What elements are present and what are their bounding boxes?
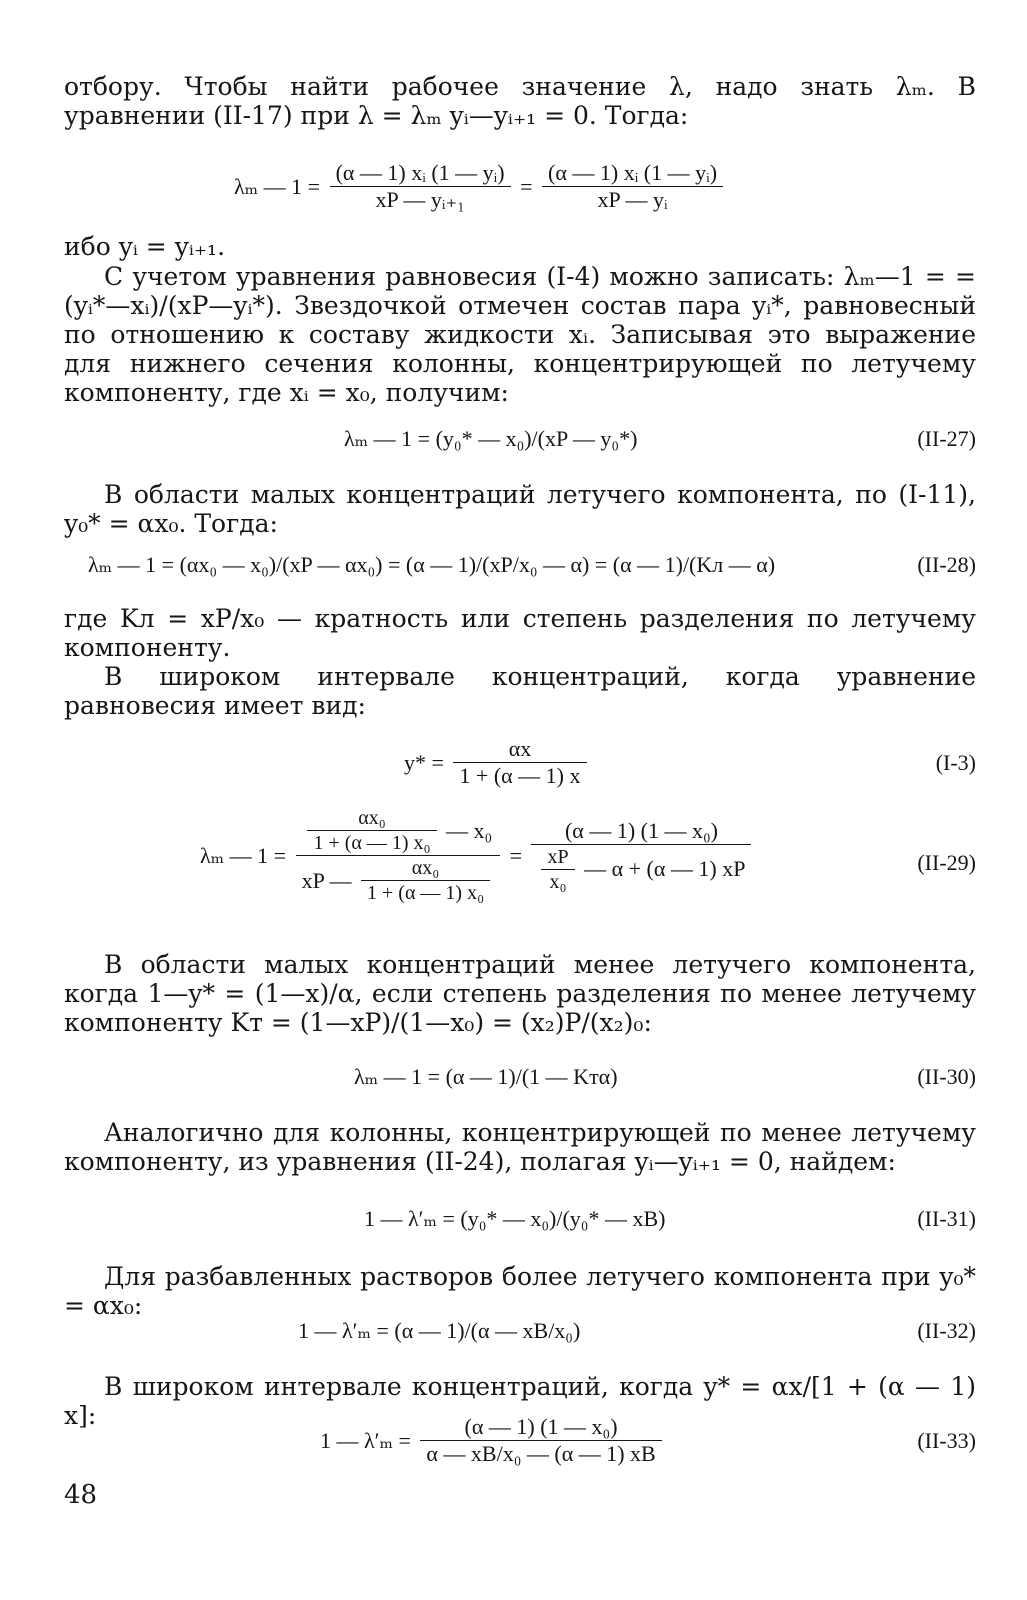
inner-b-numerator: αx₀ [411, 857, 440, 879]
equation-lambda-m [64, 160, 976, 220]
equation-I-3-lhs: y* = [404, 749, 444, 775]
equation-II-29-right-denominator [531, 844, 751, 894]
xp-numerator: xP [547, 845, 569, 868]
equation-II-29-xp-over-x0 [541, 845, 574, 894]
paragraph-9: Для разбавленных растворов более летучего компонента при y₀* = αx₀: [64, 1262, 976, 1320]
equation-II-27-number: (II-27) [917, 426, 976, 451]
paragraph-10: В широком интервале концентраций, когда y* = αx/[1 + (α — 1) x]: [64, 1372, 976, 1430]
equation-II-33-denominator: α — xB/x₀ — (α — 1) xB [420, 1440, 661, 1467]
equation-I-3 [64, 736, 976, 796]
eq-fraction-1 [330, 160, 511, 213]
equation-II-28-body: λₘ — 1 = (αx₀ — x₀)/(xP — αx₀) = (α — 1)/(xP/x₀ — α) = (α — 1)/(Kл — α) [88, 552, 776, 577]
equation-II-29-equals: = [509, 842, 522, 868]
paragraph-3: С учетом уравнения равновесия (I-4) можно записать: λₘ—1 = = (yᵢ*—xᵢ)/(xP—yᵢ*). Звездочкой отмечен состав пара yᵢ*, равновесный по отношению к составу жидкости xᵢ. Записывая это выражение для нижнего сечения колонны, концентрирующей по летучему компоненту, где xᵢ = x₀, получим: [64, 262, 976, 407]
equation-II-29-right-numerator: (α — 1) (1 — x₀) [564, 817, 718, 843]
eq-fraction-2-denominator: xP — yᵢ [542, 186, 723, 213]
paragraph-2: ибо yᵢ = yᵢ₊₁. [64, 232, 226, 261]
paragraph-7: В области малых концентраций менее летучего компонента, когда 1—y* = (1—x)/α, если степень разделения по менее летучему компоненту Kт = (1—xP)/(1—x₀) = (x₂)P/(x₂)₀: [64, 950, 976, 1037]
equation-II-30-body: λₘ — 1 = (α — 1)/(1 — Kтα) [354, 1064, 618, 1089]
equation-II-31 [64, 1206, 976, 1236]
equation-II-32 [64, 1318, 976, 1348]
equation-II-29-left-numerator [296, 806, 500, 855]
equation-II-30-number: (II-30) [917, 1064, 976, 1089]
eq-fraction-2 [542, 160, 723, 213]
equation-I-3-numerator: αx [508, 736, 532, 761]
inner-a-denominator: 1 + (α — 1) x₀ [307, 830, 436, 855]
equation-II-33-fraction [420, 1414, 661, 1467]
equation-II-29-left-fraction [296, 806, 500, 905]
equation-II-29-right-fraction [531, 818, 751, 894]
equation-II-29-left-denominator [296, 855, 500, 905]
equation-II-33 [64, 1414, 976, 1474]
equation-I-3-denominator: 1 + (α — 1) x [453, 762, 586, 789]
paragraph-8: Аналогично для колонны, концентрирующей по менее летучему компоненту, из уравнения (II-24), полагая yᵢ—yᵢ₊₁ = 0, найдем: [64, 1118, 976, 1176]
equation-II-32-body: 1 — λ′ₘ = (α — 1)/(α — xB/x₀) [298, 1318, 581, 1343]
equation-II-29-number: (II-29) [917, 850, 976, 875]
equation-I-3-fraction [453, 736, 586, 789]
paragraph-1: отбору. Чтобы найти рабочее значение λ, надо знать λₘ. В уравнении (II-17) при λ = λₘ yᵢ—yᵢ₊₁ = 0. Тогда: [64, 72, 976, 130]
equation-II-27 [64, 426, 976, 456]
paragraph-5: где Kл = xP/x₀ — кратность или степень разделения по летучему компоненту. [64, 604, 976, 662]
equation-II-27-body: λₘ — 1 = (y₀* — x₀)/(xP — y₀*) [344, 426, 638, 451]
x0-denominator: x₀ [541, 869, 574, 894]
equation-I-3-number: (I-3) [935, 750, 976, 775]
eq-fraction-1-denominator: xP — yᵢ₊₁ [330, 186, 511, 213]
inner-b-denominator: 1 + (α — 1) x₀ [361, 880, 490, 905]
equation-II-33-number: (II-33) [917, 1428, 976, 1453]
inner-a-numerator: αx₀ [358, 807, 386, 829]
equation-II-29-tail: — α + (α — 1) xP [584, 856, 746, 881]
equation-II-33-lhs: 1 — λ′ₘ = [320, 1427, 411, 1453]
equation-II-28 [64, 552, 976, 582]
equation-II-32-number: (II-32) [917, 1318, 976, 1343]
inner-a-minus-x0: — x₀ [446, 817, 493, 843]
equation-II-28-number: (II-28) [917, 552, 976, 577]
page-number: 48 [64, 1480, 98, 1510]
equation-II-30 [64, 1064, 976, 1094]
equation-II-29-inner-fraction-a [307, 806, 436, 855]
paragraph-4: В области малых концентраций летучего компонента, по (I-11), y₀* = αx₀. Тогда: [64, 480, 976, 538]
eq-lhs: λₘ — 1 = [234, 173, 321, 199]
equation-II-29 [64, 806, 976, 930]
equation-II-31-number: (II-31) [917, 1206, 976, 1231]
equation-II-29-lhs: λₘ — 1 = [200, 842, 287, 868]
equation-II-29-inner-fraction-b [361, 856, 490, 905]
eq-fraction-1-numerator: (α — 1) xᵢ (1 — yᵢ) [335, 160, 505, 185]
equation-II-31-body: 1 — λ′ₘ = (y₀* — x₀)/(y₀* — xB) [364, 1206, 666, 1231]
eq-fraction-2-numerator: (α — 1) xᵢ (1 — yᵢ) [548, 160, 718, 185]
eq-equals: = [520, 173, 533, 199]
paragraph-6: В широком интервале концентраций, когда уравнение равновесия имеет вид: [64, 662, 976, 720]
equation-II-33-numerator: (α — 1) (1 — x₀) [464, 1414, 618, 1439]
inner-b-prefix: xP — [301, 867, 352, 893]
